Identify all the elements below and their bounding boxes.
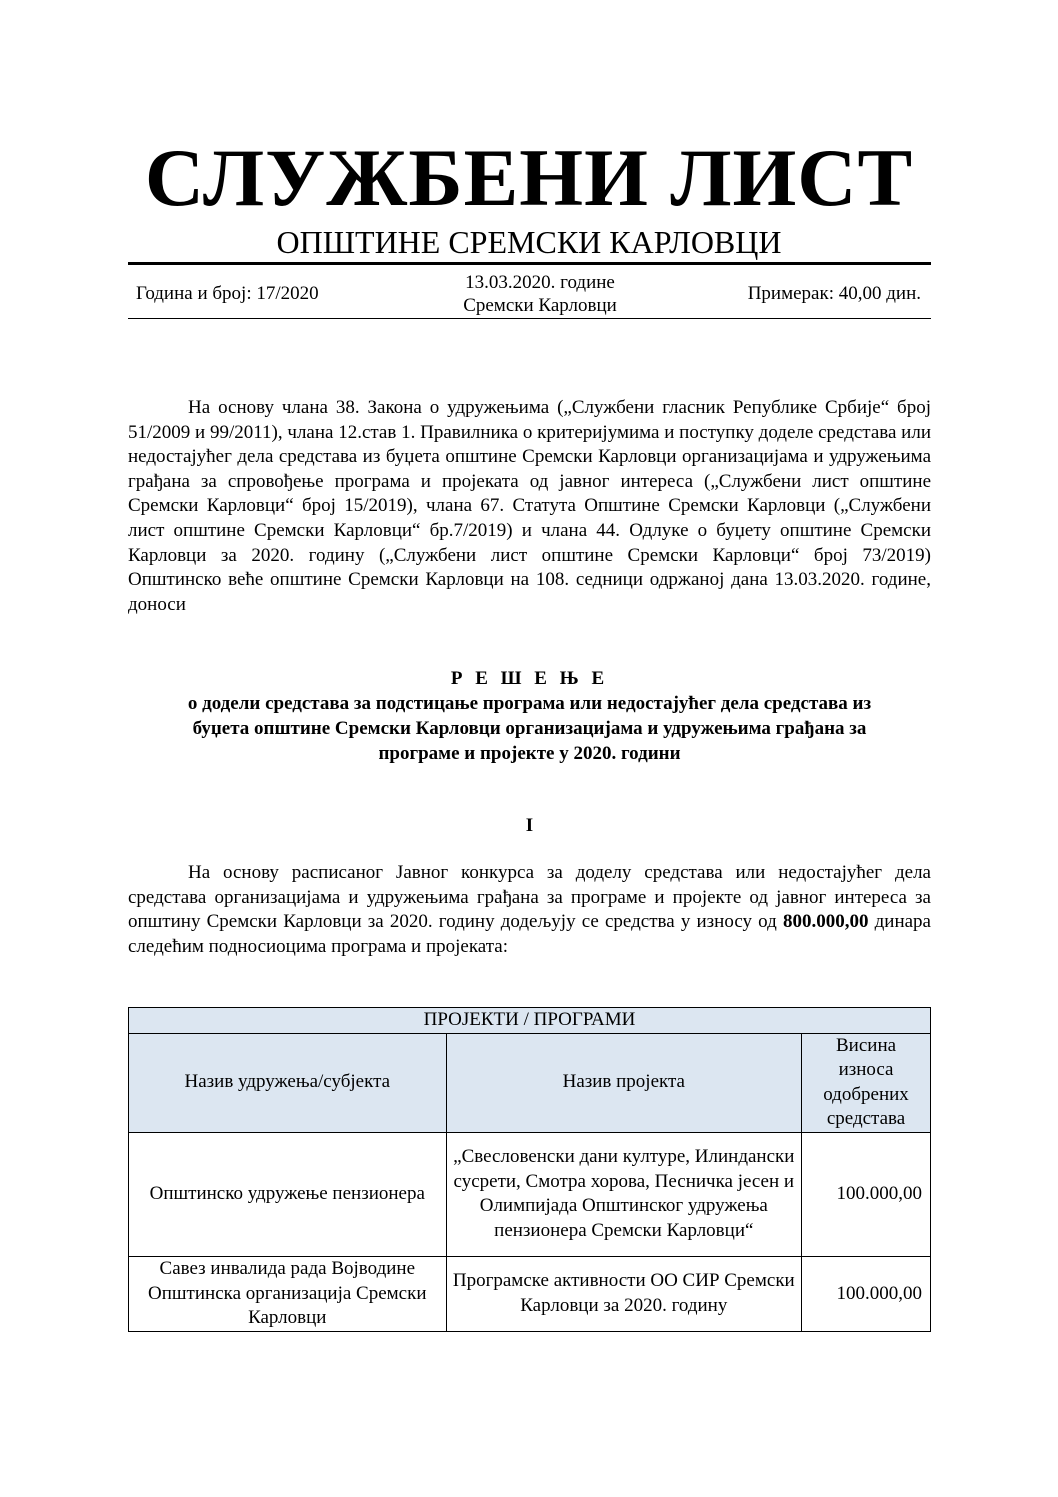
decision-subject-line-2: буџета општине Сремски Карловци организацијама и удружењима грађана за [192, 718, 867, 739]
decision-heading: Р Е Ш Е Њ Е [450, 668, 609, 689]
decision-title [128, 666, 931, 766]
preamble-paragraph: На основу члана 38. Закона о удружењима („Службени гласник Републике Србије“ број 51/2009 и 99/2011), члана 12.став 1. Правилника о критеријумима и поступку доделе средстава или недостајућег дела средстава из буџета општине Сремски Карловци организацијама и удружењима грађана за спровођење програма и пројеката од јавног интереса („Службени лист општине Сремски Карловци“ број 15/2019), члана 67. Статута Општине Сремски Карловци („Службени лист општине Сремски Карловци“ бр.7/2019) и члана 44. Одлуке о буџету општине Сремски Карловци за 2020. годину („Службени лист општине Сремски Карловци“ број 73/2019) Општинско веће општине Сремски Карловци на 108. седници одржаној дана 13.03.2020. године, доноси [128, 397, 931, 615]
decision-subject-line-3: програме и пројекте у 2020. години [378, 743, 681, 764]
cell-project: Програмске активности ОО СИР Сремски Карловци за 2020. годину [446, 1256, 802, 1331]
cell-amount: 100.000,00 [802, 1256, 931, 1331]
table-caption-row [129, 1008, 931, 1034]
issue-number: Година и број: 17/2020 [136, 283, 319, 304]
issue-date-place [400, 271, 680, 317]
gazette-title: СЛУЖБЕНИ ЛИСТ [144, 132, 914, 223]
column-header-org: Назив удружења/субјекта [129, 1033, 447, 1132]
section-paragraph [128, 861, 931, 959]
table-row [129, 1132, 931, 1256]
section-number: I [525, 815, 534, 836]
gazette-subtitle: ОПШТИНЕ СРЕМСКИ КАРЛОВЦИ [276, 224, 782, 260]
cell-amount: 100.000,00 [802, 1132, 931, 1256]
table-header-row [129, 1033, 931, 1132]
section-text-before: На основу расписаног Јавног конкурса за доделу средстава или недостајућег дела средстава организацијама и удружењима грађана за програме и пројекте од јавног интереса за општину Сремски Карловци за 2020. годину додељују се средства у износу од [128, 862, 931, 933]
column-header-amount: Висина износа одобрених средстава [802, 1033, 931, 1132]
issue-date: 13.03.2020. године [465, 272, 615, 293]
decision-subject-line-1: о додели средстава за подстицање програма или недостајућег дела средстава из [187, 693, 872, 714]
total-amount: 800.000,00 [782, 911, 869, 933]
header-rule-bottom [128, 318, 931, 319]
cell-project: „Свесловенски дани културе, Илиндански сусрети, Смотра хорова, Песничка јесен и Олимпијада Општинског удружења пензионера Сремски Карловци“ [446, 1132, 802, 1256]
grants-table [128, 1007, 931, 1332]
cell-org: Општинско удружење пензионера [129, 1132, 447, 1256]
cell-org: Савез инвалида рада Војводине Општинска организација Сремски Карловци [129, 1256, 447, 1331]
table-row [129, 1256, 931, 1331]
header-rule-top [128, 262, 931, 265]
table-caption: ПРОЈЕКТИ / ПРОГРАМИ [129, 1008, 931, 1034]
copy-price: Примерак: 40,00 дин. [747, 283, 921, 304]
section-text-after: динара следећим подносиоцима програма и пројеката: [128, 911, 931, 957]
column-header-project: Назив пројекта [446, 1033, 802, 1132]
issue-place: Сремски Карловци [463, 295, 617, 316]
